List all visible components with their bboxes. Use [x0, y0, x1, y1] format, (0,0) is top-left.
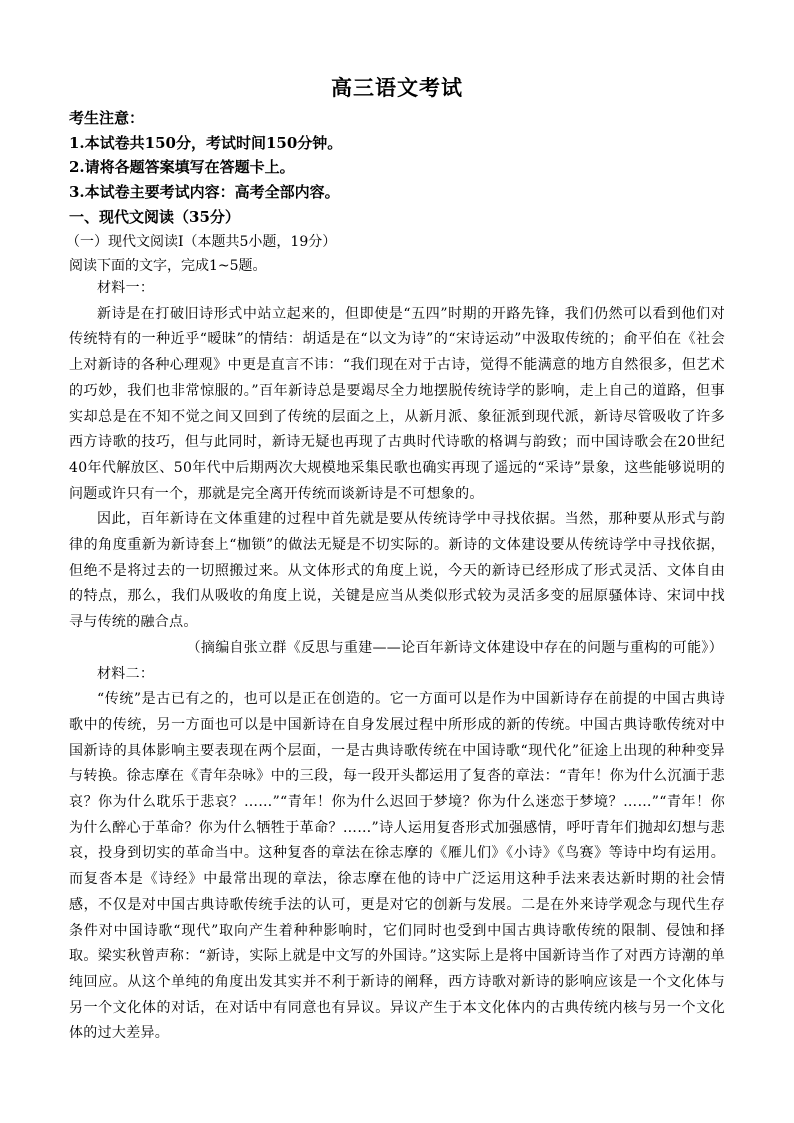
- notice-item-1: 1.本试卷共150分，考试时间150分钟。: [69, 134, 343, 152]
- reading-passage: [69, 276, 725, 1047]
- material-2-paragraph-1: “传统”是古已有之的，也可以是正在创造的。它一方面可以是作为中国新诗存在前提的中国古典诗歌中的传统，另一方面也可以是中国新诗在自身发展过程中所形成的新的传统。中国古典诗歌传统对中国新诗的具体影响主要表现在两个层面，一是古典诗歌传统在中国诗歌“现代化”征途上出现的种种变异与转换。徐志摩在《青年杂咏》中的三段，每一段开头都运用了复沓的章法：“青年！你为什么沉湎于悲哀？你为什么耽乐于悲哀？……”“青年！你为什么迟回于梦境？你为什么迷恋于梦境？……”“青年！你为什么醉心于革命？你为什么牺牲于革命？……”诗人运用复沓形式加强感情，呼吁青年们抛却幻想与悲哀，投身到切实的革命当中。这种复沓的章法在徐志摩的《雁儿们》《小诗》《鸟赛》等诗中均有运用。而复沓本是《诗经》中最常出现的章法，徐志摩在他的诗中广泛运用这种手法来表达新时期的社会情感，不仅是对中国古典诗歌传统手法的认可，更是对它的创新与发展。二是在外来诗学观念与现代生存条件对中国诗歌“现代”取向产生着种种影响时，它们同时也受到中国古典诗歌传统的限制、侵蚀和择取。梁实秋曾声称：“新诗，实际上就是中文写的外国诗。”这实际上是将中国新诗当作了对西方诗潮的单纯回应。从这个单纯的角度出发其实并不利于新诗的阐释，西方诗歌对新诗的影响应该是一个文化体与另一个文化体的对话，在对话中有同意也有异议。异议产生于本文化体内的古典传统内核与另一个文化体的过大差异。: [69, 691, 725, 1042]
- material-1-paragraph-1: 新诗是在打破旧诗形式中站立起来的，但即使是“五四”时期的开路先锋，我们仍然可以看到他们对传统特有的一种近乎“暧昧”的情结：胡适是在“以文为诗”的“宋诗运动”中汲取传统的；俞平伯在《社会上对新诗的各种心理观》中更是直言不讳：“我们现在对于古诗，觉得不能满意的地方自然很多，但艺术的巧妙，我们也非常惊服的。”百年新诗总是要竭尽全力地摆脱传统诗学的影响，走上自己的道路，但事实却总是在不知不觉之间又回到了传统的层面之上，从新月派、象征派到现代派，新诗尽管吸收了许多西方诗歌的技巧，但与此同时，新诗无疑也再现了古典时代诗歌的格调与韵致；而中国诗歌会在20世纪40年代解放区、50年代中后期两次大规模地采集民歌也确实再现了遥远的“采诗”景象，这些能够说明的问题或许只有一个，那就是完全离开传统而谈新诗是不可想象的。: [69, 305, 725, 502]
- notice-heading: 考生注意：: [69, 109, 145, 127]
- material-1-label: 材料一：: [97, 280, 155, 296]
- exam-title: 高三语文考试: [331, 75, 463, 100]
- section-subheading: （一）现代文阅读Ⅰ（本题共5小题，19分）: [66, 234, 337, 250]
- reading-instruction: 阅读下面的文字，完成1~5题。: [69, 258, 267, 274]
- material-1-source: （摘编自张立群《反思与重建——论百年新诗文体建设中存在的问题与重构的可能》）: [186, 639, 723, 656]
- section-heading: 一、现代文阅读（35分）: [69, 208, 240, 226]
- notice-item-2: 2.请将各题答案填写在答题卡上。: [69, 158, 295, 176]
- material-2-label: 材料二：: [97, 665, 155, 682]
- notice-item-3: 3.本试卷主要考试内容：高考全部内容。: [69, 183, 340, 201]
- material-1-paragraph-2: 因此，百年新诗在文体重建的过程中首先就是要从传统诗学中寻找依据。当然，那种要从形式与韵律的角度重新为新诗套上“枷锁”的做法无疑是不切实际的。新诗的文体建设要从传统诗学中寻找依据，但绝不是将过去的一切照搬过来。从文体形式的角度上说，今天的新诗已经形成了形式灵活、文体自由的特点，那么，我们从吸收的角度上说，关键是应当从类似形式较为灵活多变的屈原骚体诗、宋词中找寻与传统的融合点。: [69, 511, 725, 631]
